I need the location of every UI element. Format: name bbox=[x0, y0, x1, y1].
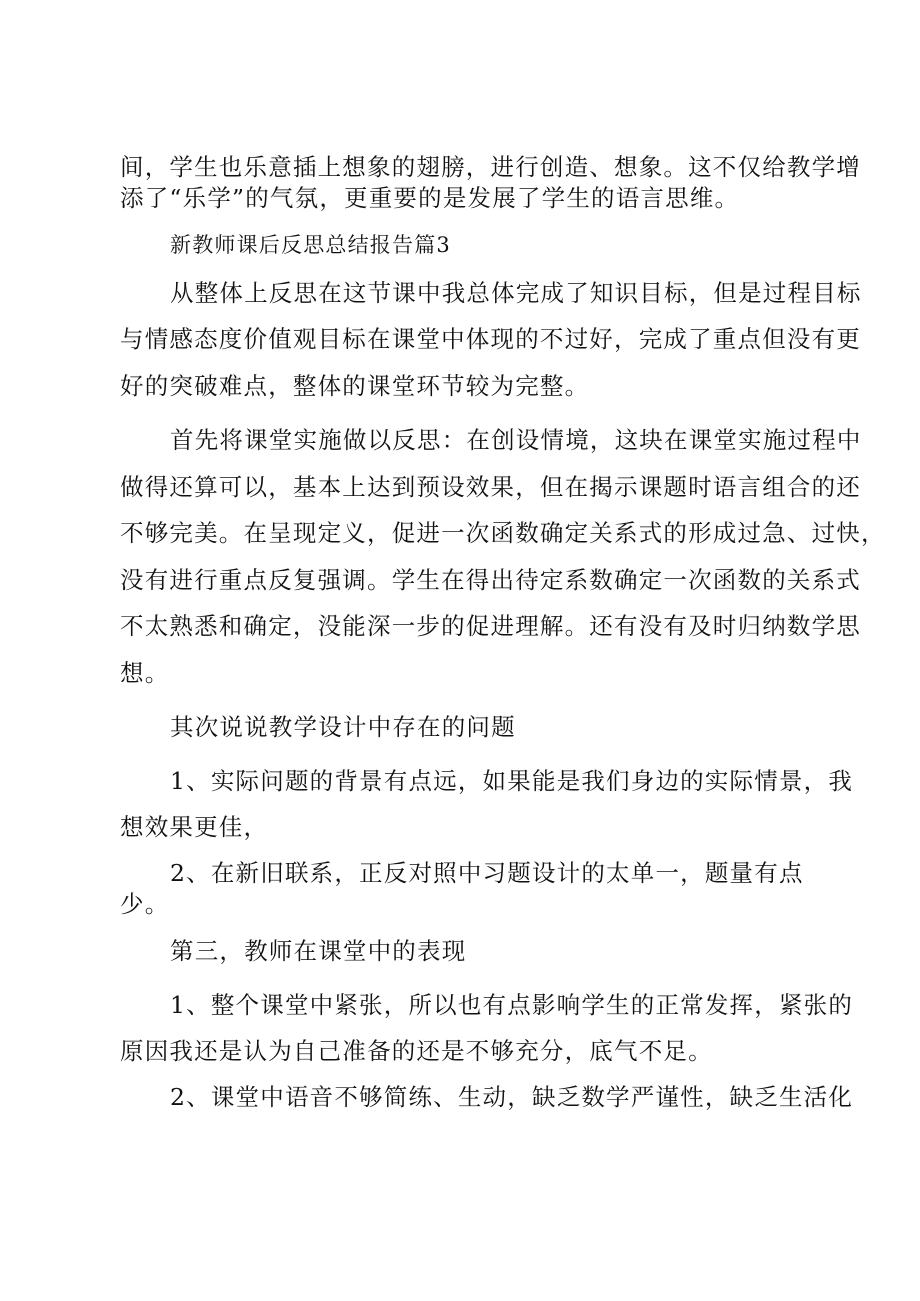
paragraph-line: 1、整个课堂中紧张，所以也有点影响学生的正常发挥，紧张的 bbox=[170, 991, 854, 1019]
paragraph-line: 不太熟悉和确定，没能深一步的促进理解。还有没有及时归纳数学思 bbox=[120, 612, 861, 640]
paragraph-line: 1、实际问题的背景有点远，如果能是我们身边的实际情景，我 bbox=[170, 767, 854, 795]
paragraph-line: 与情感态度价值观目标在课堂中体现的不过好，完成了重点但没有更 bbox=[120, 325, 861, 353]
paragraph-line: 2、课堂中语音不够简练、生动，缺乏数学严谨性，缺乏生活化 bbox=[170, 1083, 854, 1111]
paragraph-line: 添了“乐学”的气氛，更重要的是发展了学生的语言思维。 bbox=[120, 184, 740, 212]
paragraph-line: 做得还算可以，基本上达到预设效果，但在揭示课题时语言组合的还 bbox=[120, 473, 861, 501]
paragraph-line: 少。 bbox=[120, 890, 170, 918]
paragraph-line: 首先将课堂实施做以反思：在创设情境，这块在课堂实施过程中 bbox=[170, 426, 862, 454]
section-heading: 新教师课后反思总结报告篇3 bbox=[170, 233, 451, 257]
paragraph-line: 不够完美。在呈现定义，促进一次函数确定关系式的形成过急、过快， bbox=[120, 519, 886, 547]
paragraph-line: 从整体上反思在这节课中我总体完成了知识目标，但是过程目标 bbox=[170, 279, 862, 307]
paragraph-line: 间，学生也乐意插上想象的翅膀，进行创造、想象。这不仅给教学增 bbox=[120, 153, 861, 181]
paragraph-line: 其次说说教学设计中存在的问题 bbox=[170, 713, 516, 741]
paragraph-line: 2、在新旧联系，正反对照中习题设计的太单一，题量有点 bbox=[170, 859, 804, 887]
paragraph-line: 没有进行重点反复强调。学生在得出待定系数确定一次函数的关系式 bbox=[120, 566, 861, 594]
paragraph-line: 第三，教师在课堂中的表现 bbox=[170, 937, 467, 965]
paragraph-line: 原因我还是认为自己准备的还是不够充分，底气不足。 bbox=[120, 1037, 713, 1065]
paragraph-line: 好的突破难点，整体的课堂环节较为完整。 bbox=[120, 372, 590, 400]
paragraph-line: 想效果更佳， bbox=[120, 813, 269, 841]
paragraph-line: 想。 bbox=[120, 659, 170, 687]
